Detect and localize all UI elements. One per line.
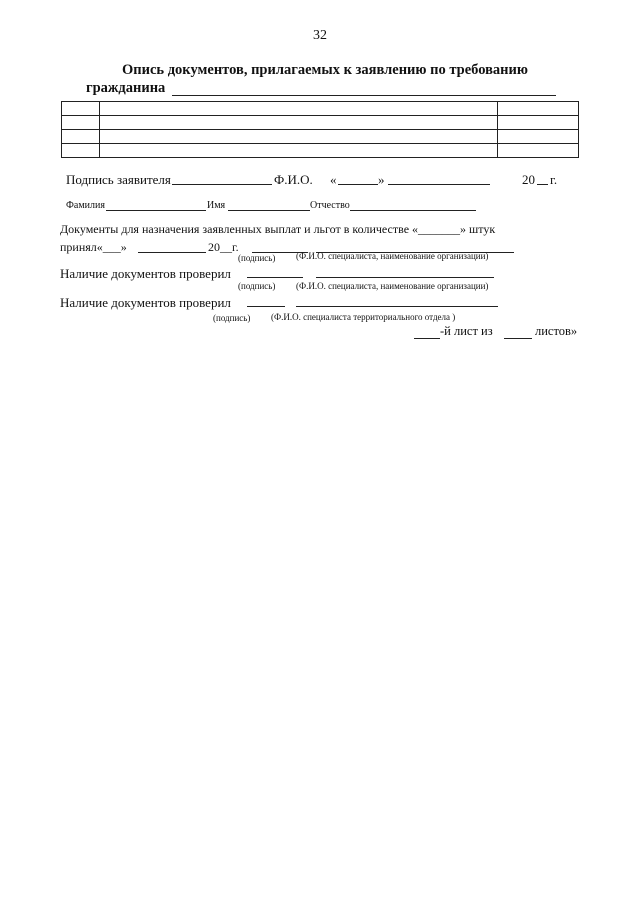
name-line [228, 210, 310, 211]
table-row-border [61, 143, 579, 144]
patronymic-label: Отчество [310, 200, 350, 211]
check2-sign-line [247, 306, 285, 307]
date-day-line [338, 184, 378, 185]
sheet-counter-part2: листов» [535, 324, 578, 338]
check2-fio-line [296, 306, 498, 307]
name-label: Имя [207, 200, 226, 211]
signature-line [172, 184, 272, 185]
document-title-line2: гражданина [86, 80, 166, 96]
acceptance-text: Документы для назначения заявленных выплат и льгот в количестве «_______» штук [60, 222, 496, 236]
date-quote-close: » [378, 172, 385, 187]
sheet-number-line [414, 338, 440, 339]
table-row-border [61, 157, 579, 158]
applicant-signature-label: Подпись заявителя [66, 172, 171, 187]
check1-sign-caption: (подпись) [238, 281, 276, 291]
fio-label: Ф.И.О. [274, 172, 313, 187]
surname-line [106, 210, 206, 211]
citizen-name-line [172, 95, 556, 96]
check1-fio-caption: (Ф.И.О. специалиста, наименование организации) [296, 281, 489, 291]
sheet-total-line [504, 338, 532, 339]
documents-table [61, 101, 579, 158]
year-prefix: 20 [522, 172, 535, 187]
accepted-date-prefix: принял«___» [60, 240, 127, 254]
accepted-month-line [138, 252, 206, 253]
table-row-border [61, 129, 579, 130]
check2-label: Наличие документов проверил [60, 295, 231, 310]
date-month-line [388, 184, 490, 185]
table-col-border [61, 101, 62, 158]
table-row-border [61, 115, 579, 116]
table-col-border [497, 101, 498, 158]
accepted-year: 20__г. [208, 240, 239, 254]
table-row-border [61, 101, 579, 102]
check1-label: Наличие документов проверил [60, 266, 231, 281]
year-suffix: г. [550, 172, 558, 187]
table-col-border [99, 101, 100, 158]
accepted-fio-caption: (Ф.И.О. специалиста, наименование организации) [296, 251, 489, 261]
patronymic-line [350, 210, 476, 211]
accepted-sign-caption: (подпись) [238, 253, 276, 263]
date-quote-open: « [330, 172, 337, 187]
check1-sign-line [247, 277, 303, 278]
table-col-border [578, 101, 579, 158]
surname-label: Фамилия [66, 200, 105, 211]
sheet-counter-part1: -й лист из [440, 324, 493, 338]
year-line [537, 184, 548, 185]
document-title: Опись документов, прилагаемых к заявлению по требованию [122, 62, 528, 78]
check2-sign-caption: (подпись) [213, 313, 251, 323]
page-number: 32 [313, 28, 327, 43]
check1-fio-line [316, 277, 494, 278]
check2-fio-caption: (Ф.И.О. специалиста территориального отдела ) [271, 312, 456, 322]
